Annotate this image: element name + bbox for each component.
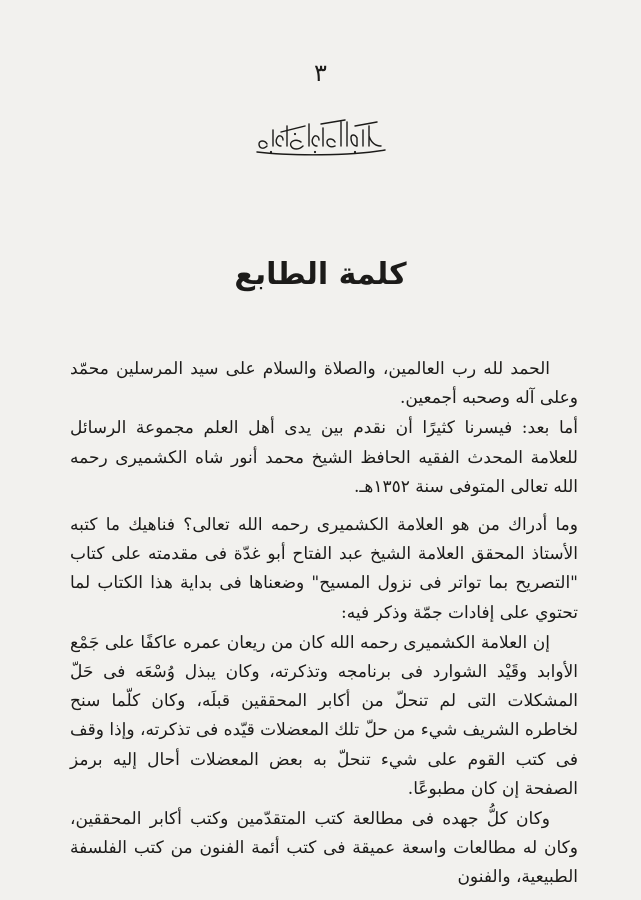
basmala-calligraphy-icon	[251, 112, 391, 162]
page-number: ٣	[314, 59, 327, 87]
paragraph: وما أدراك من هو العلامة الكشميرى رحمه الله تعالى؟ فناهيك ما كتبه الأستاذ المحقق العلامة الشيخ عبد الفتاح أبو غدّة فى مقدمته على كتاب "التصريح بما تواتر فى نزول المسيح" وضعناها فى بداية هذا الكتاب لما تحتوي على إفادات جمّة وذكر فيه:	[70, 515, 578, 623]
paragraph: أما بعد: فيسرنا كثيرًا أن نقدم بين يدى أهل العلم مجموعة الرسائل للعلامة المحدث الفقيه الحافظ الشيخ محمد أنور شاه الكشميرى رحمه الله تعالى المتوفى سنة ١٣٥٢هـ.	[70, 418, 578, 497]
section-heading: كلمة الطابع	[234, 257, 407, 292]
paragraph: وكان كلُّ جهده فى مطالعة كتب المتقدّمين وكتب أكابر المحققين، وكان له مطالعات واسعة عميقة فى كتب أئمة الفنون من كتب الفلسفة الطبيعية، والفنون	[70, 809, 578, 888]
basmala-calligraphy	[0, 112, 641, 162]
paragraph: الحمد لله رب العالمين، والصلاة والسلام على سيد المرسلين محمّد وعلى آله وصحبه أجمعين.	[70, 359, 578, 409]
body-text	[70, 355, 578, 893]
paragraph: إن العلامة الكشميرى رحمه الله كان من ريعان عمره عاكفًا على جَمْع الأوابد وقَيْد الشوارد فى برنامجه وتذكرته، وكان يبذل وُسْعَه فى حَلّ المشكلات التى لم تنحلّ من أكابر المحققين قبلَه، وكان كلّما سنح لخاطره الشريف شيء من حلّ تلك المعضلات قيّده فى تذكرته، وإذا وقف فى كتب القوم على شيء تنحلّ به بعض المعضلات أحال إليه برمز الصفحة إن كان مطبوعًا.	[70, 632, 578, 799]
